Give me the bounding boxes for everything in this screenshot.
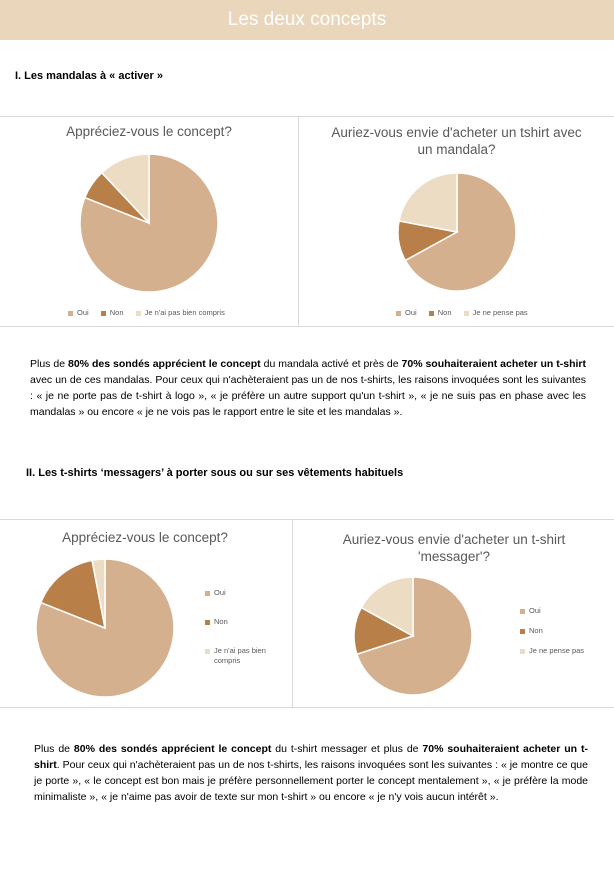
legend-label: Je n'ai pas bien xyxy=(214,646,266,655)
chart2-title-line1: Auriez-vous envie d'acheter un tshirt avec xyxy=(331,125,582,140)
legend-label: Oui xyxy=(214,588,226,597)
legend-swatch xyxy=(396,311,401,316)
para-text: du t-shirt messager et plus de xyxy=(271,743,423,755)
chart2-title-line2: un mandala? xyxy=(417,142,496,157)
legend-item-oui xyxy=(68,308,89,317)
para-bold: 70% souhaiteraient acheter un t-shirt xyxy=(401,358,586,370)
chart3-legend xyxy=(205,588,285,678)
chart-row1-bottom-border xyxy=(0,326,614,327)
chart-row2-top-border xyxy=(0,519,614,520)
para-bold: 70% souhaiteraient acheter un t-shirt xyxy=(34,743,588,771)
para-text: . Pour ceux qui n'achèteraient pas un de nos t-shirts, les raisons invoquées sont les suivantes : « je montre ce que je porte », « le concept est bon mais je préfère personnellement porter le concept mentalement », « je préfère la mode minimaliste », « je n'aime pas avoir de texte sur mon t-shirt » ou encore « je n'y vois aucun intérêt ». xyxy=(34,759,588,803)
legend-item-non xyxy=(520,626,543,636)
legend-item-third xyxy=(464,308,528,317)
legend-label: Oui xyxy=(77,308,89,317)
legend-swatch xyxy=(101,311,106,316)
legend-swatch xyxy=(520,649,525,654)
chart-row2-divider xyxy=(292,519,293,707)
chart2-pie xyxy=(397,172,517,292)
section2-paragraph xyxy=(34,741,588,805)
chart3-pie xyxy=(35,558,175,698)
legend-label: Je ne pense pas xyxy=(529,646,585,655)
chart1-pie xyxy=(79,153,219,293)
legend-item-third-cont xyxy=(214,656,240,666)
legend-item-oui xyxy=(520,606,541,616)
chart1-title: Appréciez-vous le concept? xyxy=(66,124,232,139)
legend-label: compris xyxy=(214,656,241,665)
chart2-legend xyxy=(396,308,538,317)
para-text: avec un de ces mandalas. Pour ceux qui n'achèteraient pas un de nos t-shirts, les raisons invoquées sont les suivantes : « je ne porte pas de t-shirt à logo », « je préfère un autre support qu'un t-shirt », « je ne suis pas en phase avec les mandalas » ou encore « je ne vois pas le rapport entre le site et les mandalas ». xyxy=(30,374,586,418)
chart4-pie xyxy=(353,576,473,696)
chart2-title xyxy=(299,124,614,158)
chart4-legend xyxy=(520,606,610,666)
legend-swatch xyxy=(68,311,73,316)
chart1-legend xyxy=(68,308,235,317)
chart4-title xyxy=(294,531,614,565)
legend-item-oui xyxy=(396,308,417,317)
chart-row1-top-border xyxy=(0,116,614,117)
section1-heading: I. Les mandalas à « activer » xyxy=(15,70,163,82)
section1-paragraph xyxy=(30,356,586,420)
page-banner xyxy=(0,0,614,40)
legend-swatch xyxy=(205,620,210,625)
legend-item-non xyxy=(101,308,124,317)
legend-item-non xyxy=(205,617,228,627)
legend-label: Je n'ai pas bien compris xyxy=(144,308,225,317)
legend-swatch xyxy=(205,591,210,596)
pie-slice-third xyxy=(399,173,457,232)
legend-swatch xyxy=(429,311,434,316)
legend-swatch xyxy=(464,311,469,316)
chart3-title: Appréciez-vous le concept? xyxy=(62,530,228,545)
para-text: du mandala activé et près de xyxy=(260,358,402,370)
chart-row2-bottom-border xyxy=(0,707,614,708)
legend-item-oui xyxy=(205,588,226,598)
legend-label: Non xyxy=(437,308,452,317)
legend-item-third xyxy=(136,308,225,317)
legend-swatch xyxy=(205,649,210,654)
legend-label: Non xyxy=(529,626,543,635)
para-text: Plus de xyxy=(34,743,74,755)
section2-heading: II. Les t-shirts ‘messagers’ à porter sous ou sur ses vêtements habituels xyxy=(26,467,404,479)
legend-swatch xyxy=(520,609,525,614)
page-title: Les deux concepts xyxy=(227,9,387,30)
legend-swatch xyxy=(136,311,141,316)
legend-swatch xyxy=(520,629,525,634)
legend-label: Oui xyxy=(529,606,541,615)
legend-item-third xyxy=(205,646,266,656)
para-bold: 80% des sondés apprécient le concept xyxy=(73,743,272,755)
legend-label: Je ne pense pas xyxy=(472,308,528,317)
legend-label: Non xyxy=(109,308,124,317)
legend-item-non xyxy=(429,308,452,317)
chart4-title-line2: 'messager'? xyxy=(418,549,490,564)
legend-label: Oui xyxy=(405,308,417,317)
legend-item-third xyxy=(520,646,584,656)
legend-label: Non xyxy=(214,617,228,626)
chart4-title-line1: Auriez-vous envie d'acheter un t-shirt xyxy=(342,532,566,547)
para-bold: 80% des sondés apprécient le concept xyxy=(68,358,261,370)
para-text: Plus de xyxy=(30,358,68,370)
